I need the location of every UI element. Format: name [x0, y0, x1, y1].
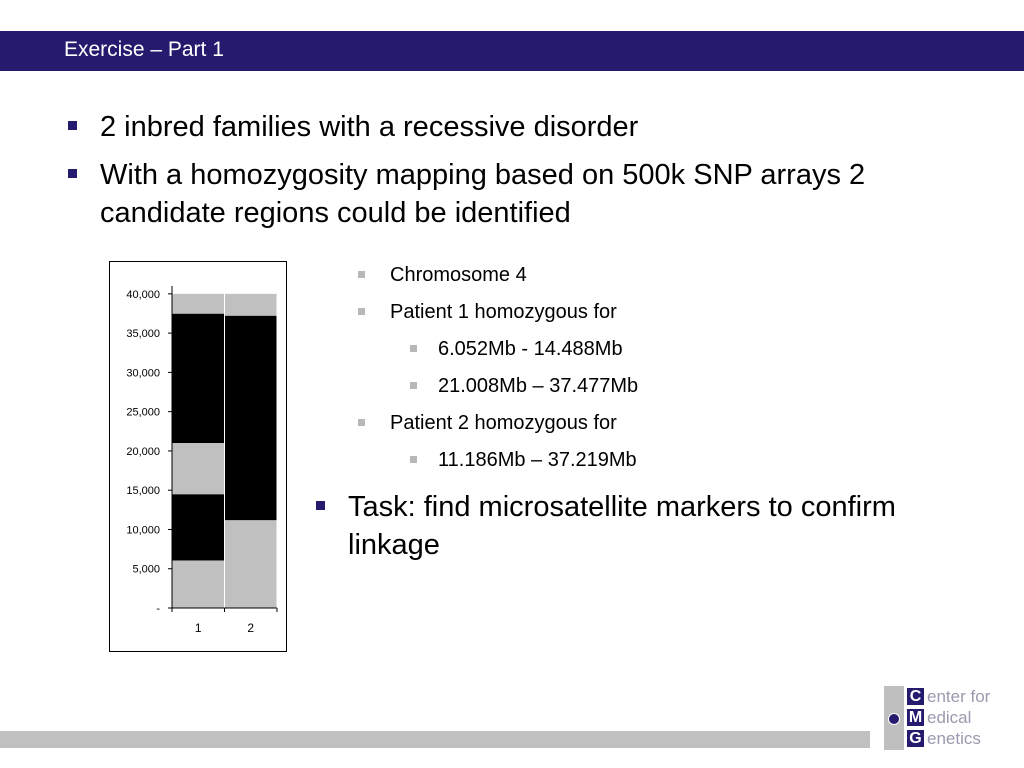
y-tick-label: -	[156, 603, 160, 615]
y-tick-label: 40,000	[126, 288, 160, 301]
y-tick-label: 10,000	[126, 524, 160, 537]
main-bullet-list	[62, 108, 922, 242]
patient1-label: Patient 1 homozygous for	[390, 301, 617, 323]
y-tick-label: 20,000	[126, 445, 160, 458]
chromosome-chart	[109, 261, 287, 652]
sub-sub-bullet-item	[358, 373, 958, 399]
chromosome-label: Chromosome 4	[390, 264, 527, 286]
sub-bullet-item	[358, 299, 958, 325]
logo-letter-m: M	[908, 709, 923, 726]
sub-bullet-square-icon	[410, 345, 417, 352]
sub-bullet-item	[358, 410, 958, 436]
bar-segment-heterozygous	[225, 520, 278, 608]
sub-sub-bullet-item	[358, 447, 958, 473]
sub-bullet-square-icon	[410, 382, 417, 389]
bullet-item	[310, 488, 900, 564]
logo-letter-c: C	[907, 688, 924, 705]
chart-svg	[110, 262, 286, 651]
sub-bullet-square-icon	[410, 456, 417, 463]
bar-segment-heterozygous	[225, 294, 278, 316]
sub-bullet-square-icon	[358, 308, 365, 315]
logo-word-medical: edical	[927, 708, 972, 727]
task-text: Task: find microsatellite markers to confirm linkage	[348, 491, 896, 561]
task-bullet	[310, 488, 900, 574]
bar-segment-homozygous	[172, 494, 225, 560]
cmg-logo	[884, 686, 1020, 750]
bullet-square-icon	[68, 169, 77, 178]
sub-bullet-square-icon	[358, 419, 365, 426]
sub-bullet-square-icon	[358, 271, 365, 278]
logo-word-center: enter for	[927, 687, 991, 706]
bar-segment-homozygous	[225, 316, 278, 520]
patient2-label: Patient 2 homozygous for	[390, 412, 617, 434]
bar-segment-heterozygous	[172, 443, 225, 494]
bullet-item	[62, 108, 922, 146]
footer-bar	[0, 731, 870, 748]
y-tick-label: 25,000	[126, 406, 160, 419]
y-tick-label: 30,000	[126, 367, 160, 380]
p1-region2: 21.008Mb – 37.477Mb	[438, 375, 639, 397]
logo-letter-g: G	[907, 730, 924, 747]
logo-dot-icon	[888, 713, 900, 725]
p2-region1: 11.186Mb – 37.219Mb	[438, 449, 637, 471]
slide-title: Exercise – Part 1	[64, 38, 224, 61]
bullet-text: 2 inbred families with a recessive disorder	[100, 111, 639, 143]
bullet-text: With a homozygosity mapping based on 500k SNP arrays 2 candidate regions could be identified	[100, 159, 866, 229]
y-tick-label: 15,000	[126, 485, 160, 498]
detail-list	[358, 262, 958, 484]
y-tick-label: 35,000	[126, 328, 160, 341]
bar-segment-heterozygous	[172, 560, 225, 608]
y-tick-label: 5,000	[132, 563, 160, 576]
sub-bullet-item	[358, 262, 958, 288]
logo-word-genetics: enetics	[927, 729, 981, 748]
bar-segment-heterozygous	[172, 294, 225, 314]
p1-region1: 6.052Mb - 14.488Mb	[438, 338, 623, 360]
bullet-square-icon	[68, 121, 77, 130]
sub-sub-bullet-item	[358, 336, 958, 362]
x-tick-label: 2	[247, 621, 255, 635]
bullet-item	[62, 156, 922, 232]
x-tick-label: 1	[194, 621, 202, 635]
bullet-square-icon	[316, 501, 325, 510]
bar-segment-homozygous	[172, 314, 225, 443]
